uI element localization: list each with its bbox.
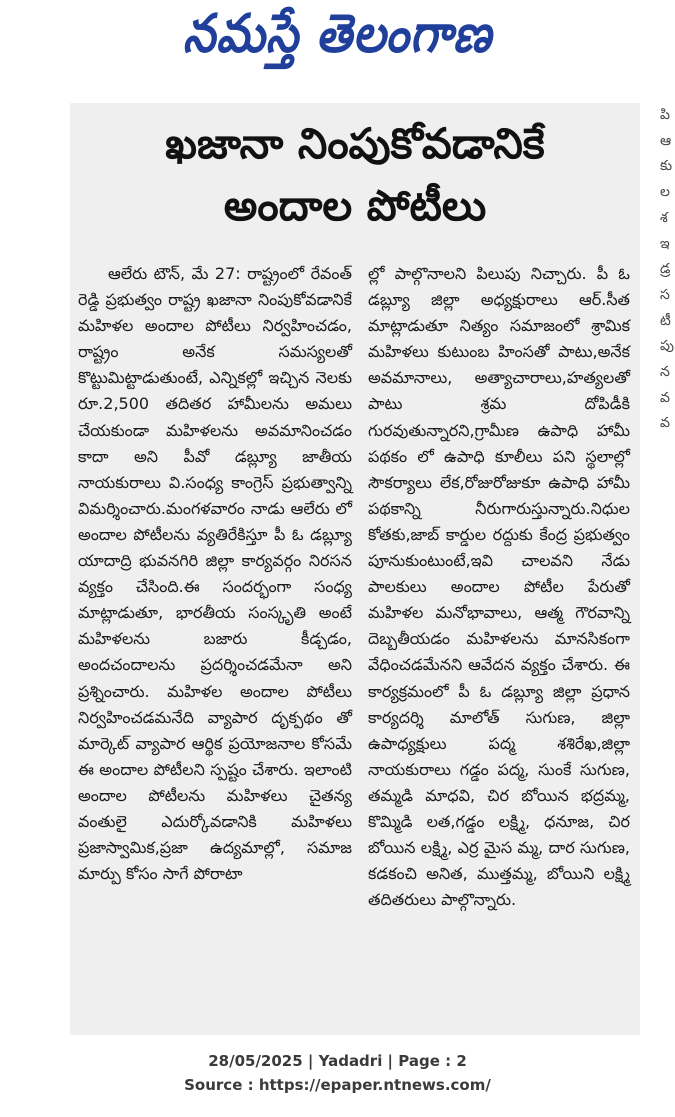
article-headline	[70, 113, 640, 237]
strip-line: ఆ	[660, 132, 672, 149]
strip-line: ఇ	[660, 235, 670, 252]
article-column-right: ల్లో పాల్గొనాలని పిలుపు నిచ్చారు. పీ ఓ డబ్ల్యూ జిల్లా అధ్యక్షురాలు ఆర్.సీత మాట్లాడుతూ నిత్యం సమాజంలో శ్రామిక మహిళలు కుటుంబ హింసతో పాటు,అనేక అవమానాలు, అత్యాచారాలు,హత్యలతో పాటు శ్రమ దోపిడీకి గురవుతున్నారని,గ్రామీణ ఉపాధి హామీ పథకం లో ఉపాధి కూలీలు పని స్థలాల్లో సౌకర్యాలు లేక,రోజురోజుకూ ఉపాధి హామీ పథకాన్ని నీరుగారుస్తున్నారు.నిధుల కోతకు,జాబ్ కార్డుల రద్దుకు కేంద్ర ప్రభుత్వం పూనుకుంటుంటే,ఇవి చాలవని నేడు పాలకులు అందాల పోటీల పేరుతో మహిళల మనోభావాలు, ఆత్మ గౌరవాన్ని దెబ్బతీయడం మహిళలను మానసికంగా వేధించడమేనని ఆవేదన వ్యక్తం చేశారు. ఈ కార్యక్రమంలో పీ ఓ డబ్ల్యూ జిల్లా ప్రధాన కార్యదర్శి మాలోత్ సుగుణ, జిల్లా ఉపాధ్యక్షులు పద్మ శశిరేఖ,జిల్లా నాయకురాలు గడ్డం పద్మ, సుంకే సుగుణ, తమ్మడి మాధవి, చిర బోయిన భద్రమ్మ, కొమ్మిడి లత,గడ్డం లక్ష్మి, ధనూజ, చిర బోయిన లక్ష్మి, ఎర్ర మైస మ్మ, దార సుగుణ, కడకంచి అనిత, ముత్తమ్మ, బోయిని లక్ష్మి తదితరులు పాల్గొన్నారు.	[368, 264, 630, 910]
newspaper-logo: నమస్తే తెలంగాణ	[182, 2, 493, 65]
strip-line: శ	[660, 209, 668, 226]
headline-line-1: ఖజానా నింపుకోవడానికే	[165, 119, 545, 168]
strip-line: డ్ర	[660, 261, 671, 278]
adjacent-article-strip	[660, 103, 675, 463]
strip-line: కు	[660, 158, 673, 175]
strip-line: పి	[660, 107, 670, 123]
strip-line: పు	[660, 338, 674, 355]
headline-line-2: అందాల పోటీలు	[223, 181, 487, 230]
news-clipping	[70, 103, 640, 1035]
strip-line: వ	[660, 415, 670, 432]
strip-line: స	[660, 286, 670, 303]
strip-line: న	[660, 364, 670, 381]
strip-line: టీ	[660, 312, 671, 329]
footer-source: Source : https://epaper.ntnews.com/	[184, 1076, 491, 1094]
article-column-left: ఆలేరు టౌన్, మే 27: రాష్ట్రంలో రేవంత్ రెడ్డి ప్రభుత్వం రాష్ట్ర ఖజానా నింపుకోవడానికే మహిళల అందాల పోటీలు నిర్వహించడం, రాష్ట్రం అనేక సమస్యలతో కొట్టుమిట్టాడుతుంటే, ఎన్నికల్లో ఇచ్చిన నెలకు రూ.2,500 తదితర హామీలను అమలు చేయకుండా మహిళలను అవమానించడం కాదా అని పీవో డబ్ల్యూ జాతీయ నాయకురాలు వి.సంధ్య కాంగ్రెస్ ప్రభుత్వాన్ని విమర్శించారు.మంగళవారం నాడు ఆలేరు లో అందాల పోటీలను వ్యతిరేకిస్తూ పీ ఓ డబ్ల్యూ యాదాద్రి భువనగిరి జిల్లా కార్యవర్గం నిరసన వ్యక్తం చేసింది.ఈ సందర్భంగా సంధ్య మాట్లాడుతూ, భారతీయ సంస్కృతి అంటే మహిళలను బజారు కీడ్చడం, అందచందాలను ప్రదర్శించడమేనా అని ప్రశ్నించారు. మహిళల అందాల పోటీలు నిర్వహించడమనేది వ్యాపార దృక్పథం తో మార్కెట్ వ్యాపార ఆర్థిక ప్రయోజనాల కోసమే ఈ అందాల పోటీలని స్పష్టం చేశారు. ఇలాంటి అందాల పోటీలను మహిళలు చైతన్య వంతులై ఎదుర్కోవడానికి మహిళలు ప్రజాస్వామిక,ప్రజా ఉద్యమాల్లో, సమాజ మార్పు కోసం సాగే పోరాటా	[78, 264, 352, 884]
strip-line: వ	[660, 389, 670, 406]
masthead	[0, 0, 675, 80]
strip-line: ల	[660, 184, 670, 201]
footer-date-edition: 28/05/2025 | Yadadri | Page : 2	[208, 1052, 467, 1070]
